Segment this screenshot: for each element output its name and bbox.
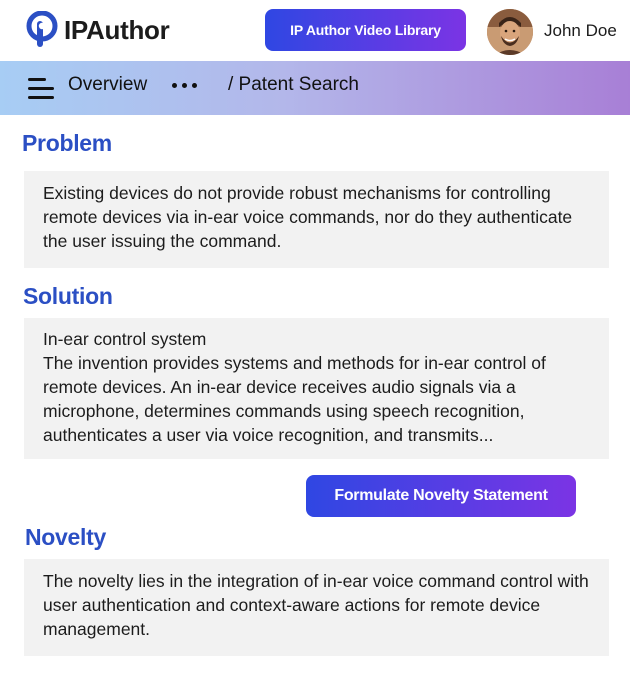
video-library-button[interactable]: IP Author Video Library xyxy=(265,9,466,51)
logo-text: IPAuthor xyxy=(64,14,170,45)
solution-subtitle: In-ear control system xyxy=(43,329,207,349)
solution-text: The invention provides systems and methods for in-ear control of remote devices. An in-ear device receives audio signals via a microphone, determines commands using speech recognition, authenticates a user via voice recognition, and transmits... xyxy=(43,353,546,445)
problem-text: Existing devices do not provide robust mechanisms for controlling remote devices via in-ear voice commands, nor do they authenticate the user issuing the command. xyxy=(43,183,573,251)
more-dots-icon[interactable] xyxy=(172,83,197,88)
ip-author-logo-icon xyxy=(26,11,58,49)
logo[interactable] xyxy=(26,11,169,49)
top-header xyxy=(0,0,630,61)
novelty-card xyxy=(24,559,609,656)
nav-bar xyxy=(0,61,630,115)
avatar-portrait-icon xyxy=(487,9,533,55)
problem-heading: Problem xyxy=(22,130,112,156)
problem-card xyxy=(24,171,609,268)
user-name[interactable]: John Doe xyxy=(544,21,617,40)
breadcrumb[interactable]: / Patent Search xyxy=(228,74,359,95)
solution-heading: Solution xyxy=(23,283,113,309)
solution-card xyxy=(24,318,609,459)
nav-overview-link[interactable]: Overview xyxy=(68,74,148,95)
hamburger-menu-icon[interactable] xyxy=(28,76,56,102)
formulate-novelty-button[interactable]: Formulate Novelty Statement xyxy=(306,475,576,517)
novelty-text: The novelty lies in the integration of in-ear voice command control with user authentication and context-aware actions for remote device management. xyxy=(43,571,589,639)
user-avatar[interactable] xyxy=(487,9,533,55)
novelty-heading: Novelty xyxy=(25,524,106,550)
